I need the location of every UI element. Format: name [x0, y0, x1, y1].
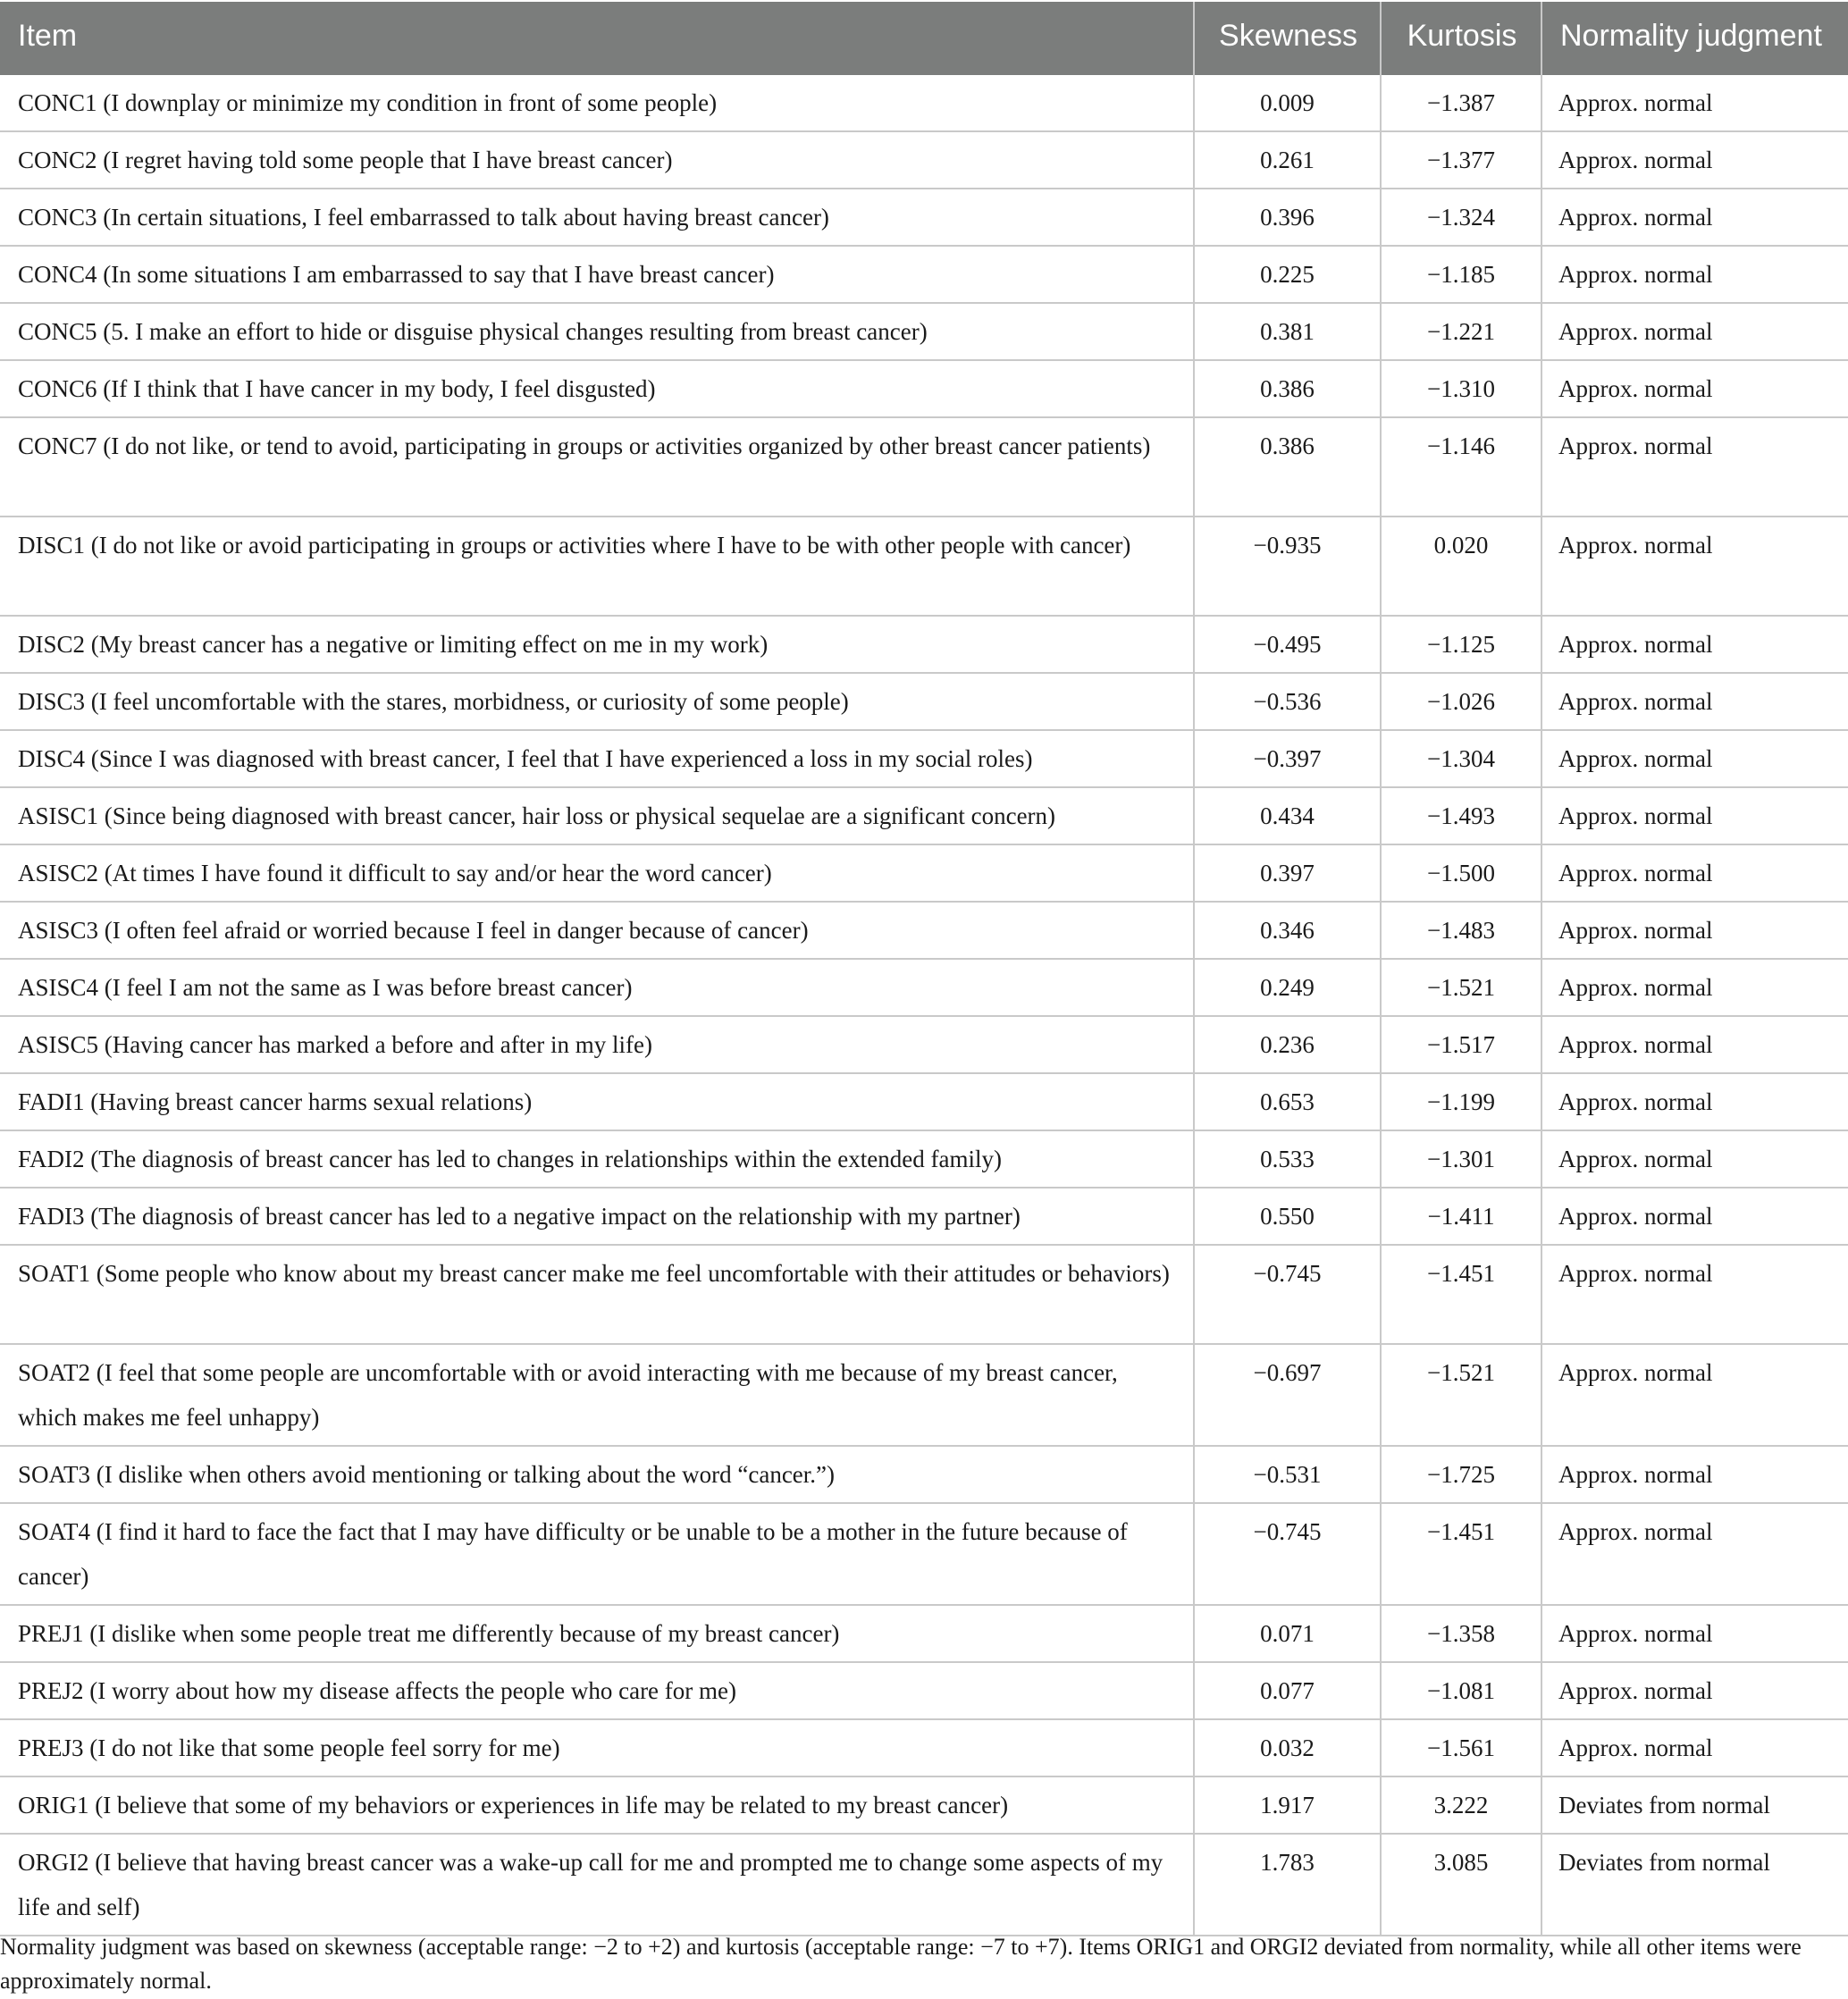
header-normality-judgment: Normality judgment	[1541, 2, 1848, 75]
cell-item: CONC1 (I downplay or minimize my condition in front of some people)	[0, 75, 1194, 131]
table-row	[0, 246, 1848, 303]
cell-normality-judgment: Deviates from normal	[1541, 1834, 1848, 1936]
cell-item: DISC3 (I feel uncomfortable with the stares, morbidness, or curiosity of some people)	[0, 673, 1194, 730]
table-row	[0, 417, 1848, 517]
cell-skewness: 0.346	[1194, 902, 1381, 959]
normality-table	[0, 2, 1848, 1936]
cell-item: DISC2 (My breast cancer has a negative or limiting effect on me in my work)	[0, 616, 1194, 673]
cell-kurtosis: −1.310	[1381, 360, 1541, 417]
cell-item: ORGI2 (I believe that having breast cancer was a wake-up call for me and prompted me to change some aspects of my life and self)	[0, 1834, 1194, 1936]
cell-skewness: 0.434	[1194, 787, 1381, 844]
header-skewness: Skewness	[1194, 2, 1381, 75]
cell-kurtosis: −1.387	[1381, 75, 1541, 131]
cell-normality-judgment: Approx. normal	[1541, 902, 1848, 959]
table-row	[0, 730, 1848, 787]
cell-normality-judgment: Approx. normal	[1541, 1344, 1848, 1446]
cell-item: PREJ3 (I do not like that some people feel sorry for me)	[0, 1719, 1194, 1776]
cell-skewness: −0.531	[1194, 1446, 1381, 1503]
table-row	[0, 902, 1848, 959]
cell-item: ASISC3 (I often feel afraid or worried because I feel in danger because of cancer)	[0, 902, 1194, 959]
cell-normality-judgment: Approx. normal	[1541, 1188, 1848, 1245]
cell-kurtosis: −1.493	[1381, 787, 1541, 844]
cell-kurtosis: −1.358	[1381, 1605, 1541, 1662]
cell-item: SOAT2 (I feel that some people are uncomfortable with or avoid interacting with me because of my breast cancer, which makes me feel unhappy)	[0, 1344, 1194, 1446]
table-row	[0, 959, 1848, 1016]
cell-normality-judgment: Approx. normal	[1541, 189, 1848, 246]
table-row	[0, 616, 1848, 673]
cell-normality-judgment: Approx. normal	[1541, 1245, 1848, 1344]
cell-normality-judgment: Approx. normal	[1541, 1073, 1848, 1130]
cell-kurtosis: −1.324	[1381, 189, 1541, 246]
cell-kurtosis: −1.451	[1381, 1503, 1541, 1605]
cell-normality-judgment: Approx. normal	[1541, 75, 1848, 131]
cell-skewness: 0.077	[1194, 1662, 1381, 1719]
cell-kurtosis: −1.521	[1381, 1344, 1541, 1446]
header-kurtosis: Kurtosis	[1381, 2, 1541, 75]
cell-normality-judgment: Approx. normal	[1541, 517, 1848, 616]
cell-skewness: 0.225	[1194, 246, 1381, 303]
cell-kurtosis: −1.377	[1381, 131, 1541, 189]
cell-kurtosis: −1.026	[1381, 673, 1541, 730]
cell-kurtosis: 3.222	[1381, 1776, 1541, 1834]
cell-item: PREJ2 (I worry about how my disease affects the people who care for me)	[0, 1662, 1194, 1719]
cell-item: CONC6 (If I think that I have cancer in my body, I feel disgusted)	[0, 360, 1194, 417]
table-row	[0, 75, 1848, 131]
cell-normality-judgment: Approx. normal	[1541, 730, 1848, 787]
cell-skewness: 1.783	[1194, 1834, 1381, 1936]
table-row	[0, 1016, 1848, 1073]
table-row	[0, 1188, 1848, 1245]
cell-normality-judgment: Approx. normal	[1541, 1130, 1848, 1188]
cell-skewness: 0.396	[1194, 189, 1381, 246]
cell-item: SOAT1 (Some people who know about my breast cancer make me feel uncomfortable with their attitudes or behaviors)	[0, 1245, 1194, 1344]
table-row	[0, 1776, 1848, 1834]
cell-kurtosis: −1.081	[1381, 1662, 1541, 1719]
table-row	[0, 1130, 1848, 1188]
table-row	[0, 1605, 1848, 1662]
cell-skewness: 0.032	[1194, 1719, 1381, 1776]
cell-skewness: −0.697	[1194, 1344, 1381, 1446]
cell-item: CONC5 (5. I make an effort to hide or disguise physical changes resulting from breast cancer)	[0, 303, 1194, 360]
cell-item: ASISC2 (At times I have found it difficult to say and/or hear the word cancer)	[0, 844, 1194, 902]
cell-normality-judgment: Approx. normal	[1541, 616, 1848, 673]
cell-skewness: −0.495	[1194, 616, 1381, 673]
cell-normality-judgment: Approx. normal	[1541, 787, 1848, 844]
table-row	[0, 517, 1848, 616]
table-row	[0, 1503, 1848, 1605]
table-row	[0, 1834, 1848, 1936]
cell-normality-judgment: Approx. normal	[1541, 1503, 1848, 1605]
table-body	[0, 75, 1848, 1936]
table-row	[0, 1245, 1848, 1344]
cell-kurtosis: −1.301	[1381, 1130, 1541, 1188]
cell-item: SOAT3 (I dislike when others avoid mentioning or talking about the word “cancer.”)	[0, 1446, 1194, 1503]
cell-normality-judgment: Approx. normal	[1541, 959, 1848, 1016]
cell-skewness: 0.653	[1194, 1073, 1381, 1130]
cell-kurtosis: −1.304	[1381, 730, 1541, 787]
cell-normality-judgment: Approx. normal	[1541, 673, 1848, 730]
cell-skewness: 0.550	[1194, 1188, 1381, 1245]
cell-kurtosis: −1.221	[1381, 303, 1541, 360]
cell-kurtosis: 0.020	[1381, 517, 1541, 616]
cell-item: ASISC5 (Having cancer has marked a before and after in my life)	[0, 1016, 1194, 1073]
header-row	[0, 2, 1848, 75]
table-header	[0, 2, 1848, 75]
cell-skewness: −0.397	[1194, 730, 1381, 787]
cell-kurtosis: −1.185	[1381, 246, 1541, 303]
cell-skewness: 0.236	[1194, 1016, 1381, 1073]
cell-skewness: −0.745	[1194, 1245, 1381, 1344]
cell-item: CONC4 (In some situations I am embarrassed to say that I have breast cancer)	[0, 246, 1194, 303]
cell-item: DISC4 (Since I was diagnosed with breast cancer, I feel that I have experienced a loss in my social roles)	[0, 730, 1194, 787]
table-row	[0, 1662, 1848, 1719]
cell-item: DISC1 (I do not like or avoid participating in groups or activities where I have to be with other people with cancer)	[0, 517, 1194, 616]
cell-skewness: 0.533	[1194, 1130, 1381, 1188]
cell-skewness: −0.745	[1194, 1503, 1381, 1605]
table-row	[0, 360, 1848, 417]
cell-normality-judgment: Approx. normal	[1541, 1719, 1848, 1776]
cell-item: FADI2 (The diagnosis of breast cancer has led to changes in relationships within the extended family)	[0, 1130, 1194, 1188]
cell-kurtosis: −1.199	[1381, 1073, 1541, 1130]
cell-kurtosis: −1.517	[1381, 1016, 1541, 1073]
table-row	[0, 787, 1848, 844]
cell-skewness: 0.386	[1194, 417, 1381, 517]
cell-kurtosis: −1.451	[1381, 1245, 1541, 1344]
cell-skewness: 0.397	[1194, 844, 1381, 902]
cell-item: CONC3 (In certain situations, I feel embarrassed to talk about having breast cancer)	[0, 189, 1194, 246]
cell-normality-judgment: Approx. normal	[1541, 303, 1848, 360]
table-row	[0, 131, 1848, 189]
cell-skewness: −0.935	[1194, 517, 1381, 616]
cell-normality-judgment: Approx. normal	[1541, 246, 1848, 303]
cell-skewness: 0.386	[1194, 360, 1381, 417]
cell-item: PREJ1 (I dislike when some people treat me differently because of my breast cancer)	[0, 1605, 1194, 1662]
cell-item: ORIG1 (I believe that some of my behaviors or experiences in life may be related to my breast cancer)	[0, 1776, 1194, 1834]
cell-skewness: −0.536	[1194, 673, 1381, 730]
cell-item: ASISC1 (Since being diagnosed with breast cancer, hair loss or physical sequelae are a significant concern)	[0, 787, 1194, 844]
cell-normality-judgment: Approx. normal	[1541, 360, 1848, 417]
cell-kurtosis: −1.125	[1381, 616, 1541, 673]
table-row	[0, 844, 1848, 902]
cell-skewness: 0.249	[1194, 959, 1381, 1016]
header-item: Item	[0, 2, 1194, 75]
table-footnote: Normality judgment was based on skewness (acceptable range: −2 to +2) and kurtosis (acceptable range: −7 to +7). Items ORIG1 and ORGI2 deviated from normality, while all other items were approximately normal.	[0, 1934, 1802, 1994]
table-row	[0, 1344, 1848, 1446]
cell-item: SOAT4 (I find it hard to face the fact that I may have difficulty or be unable to be a mother in the future because of cancer)	[0, 1503, 1194, 1605]
cell-skewness: 0.009	[1194, 75, 1381, 131]
cell-kurtosis: −1.521	[1381, 959, 1541, 1016]
cell-item: FADI3 (The diagnosis of breast cancer has led to a negative impact on the relationship with my partner)	[0, 1188, 1194, 1245]
cell-skewness: 1.917	[1194, 1776, 1381, 1834]
cell-normality-judgment: Approx. normal	[1541, 844, 1848, 902]
cell-kurtosis: −1.561	[1381, 1719, 1541, 1776]
table-row	[0, 1719, 1848, 1776]
cell-kurtosis: −1.725	[1381, 1446, 1541, 1503]
cell-kurtosis: −1.500	[1381, 844, 1541, 902]
table-row	[0, 1446, 1848, 1503]
cell-item: ASISC4 (I feel I am not the same as I was before breast cancer)	[0, 959, 1194, 1016]
cell-normality-judgment: Deviates from normal	[1541, 1776, 1848, 1834]
cell-item: FADI1 (Having breast cancer harms sexual relations)	[0, 1073, 1194, 1130]
cell-skewness: 0.381	[1194, 303, 1381, 360]
cell-kurtosis: 3.085	[1381, 1834, 1541, 1936]
cell-kurtosis: −1.483	[1381, 902, 1541, 959]
cell-item: CONC7 (I do not like, or tend to avoid, participating in groups or activities organized by other breast cancer patients)	[0, 417, 1194, 517]
table-row	[0, 189, 1848, 246]
cell-kurtosis: −1.146	[1381, 417, 1541, 517]
cell-normality-judgment: Approx. normal	[1541, 1662, 1848, 1719]
cell-normality-judgment: Approx. normal	[1541, 1446, 1848, 1503]
table-row	[0, 303, 1848, 360]
cell-kurtosis: −1.411	[1381, 1188, 1541, 1245]
cell-normality-judgment: Approx. normal	[1541, 1016, 1848, 1073]
cell-item: CONC2 (I regret having told some people that I have breast cancer)	[0, 131, 1194, 189]
cell-skewness: 0.261	[1194, 131, 1381, 189]
cell-normality-judgment: Approx. normal	[1541, 417, 1848, 517]
cell-normality-judgment: Approx. normal	[1541, 1605, 1848, 1662]
cell-normality-judgment: Approx. normal	[1541, 131, 1848, 189]
cell-skewness: 0.071	[1194, 1605, 1381, 1662]
table-row	[0, 1073, 1848, 1130]
table-row	[0, 673, 1848, 730]
